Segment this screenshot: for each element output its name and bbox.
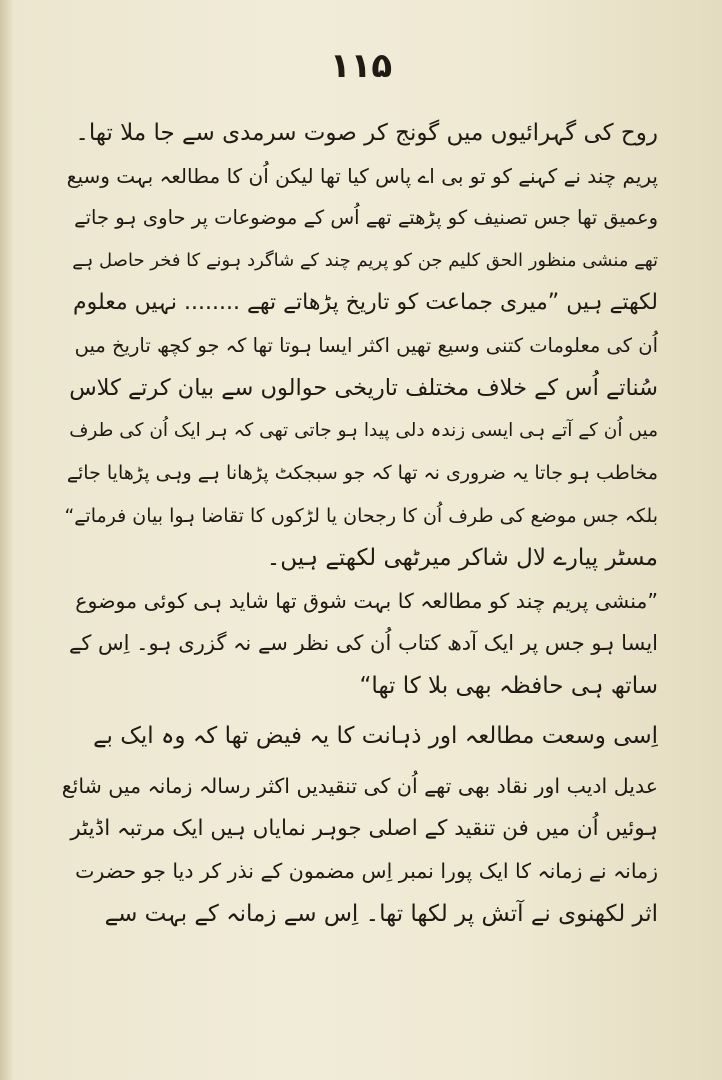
text-line: پریم چند نے کہنے کو تو بی اے پاس کیا تھا لیکن اُن کا مطالعہ بہت وسیع [66, 163, 658, 188]
text-line: ساتھ ہی حافظہ بھی بلا کا تھا“ [359, 672, 658, 699]
text-line: سُناتے اُس کے خلاف مختلف تاریخی حوالوں سے بیان کرتے کلاس [69, 375, 658, 401]
page-number: ۱۱۵ [329, 46, 393, 86]
text-line: ایسا ہو جس پر ایک آدھ کتاب اُن کی نظر سے نہ گزری ہو۔ اِس کے [69, 631, 658, 655]
text-line: میں اُن کے آتے ہی ایسی زندہ دلی پیدا ہو جاتی تھی کہ ہر ایک اُن کی طرف [69, 419, 658, 441]
text-line: عدیل ادیب اور نقاد بھی تھے اُن کی تنقیدیں اکثر رسالہ زمانہ میں شائع [62, 774, 658, 798]
text-line: ہوئیں اُن میں فن تنقید کے اصلی جوہر نمایاں ہیں ایک مرتبہ اڈیٹر [70, 815, 658, 841]
text-line: مسٹر پیارے لال شاکر میرٹھی لکھتے ہیں۔ [266, 545, 658, 571]
text-line: وعمیق تھا جس تصنیف کو پڑھتے تھے اُس کے موضوعات پر حاوی ہو جاتے [74, 206, 658, 229]
text-line: اثر لکھنوی نے آتش پر لکھا تھا۔ اِس سے زمانہ کے بہت سے [104, 900, 658, 927]
text-line: اُن کی معلومات کتنی وسیع تھیں اکثر ایسا ہوتا تھا کہ جو کچھ تاریخ میں [74, 333, 658, 357]
text-line: ”منشی پریم چند کو مطالعہ کا بہت شوق تھا شاید ہی کوئی موضوع [75, 588, 658, 613]
text-line: تھے منشی منظور الحق کلیم جن کو پریم چند کے شاگرد ہونے کا فخر حاصل ہے [72, 249, 658, 271]
text-line: اِسی وسعت مطالعہ اور ذہانت کا یہ فیض تھا کہ وہ ایک بے [93, 723, 658, 749]
text-line: لکھتے ہیں ”میری جماعت کو تاریخ پڑھاتے تھے ........ نہیں معلوم [72, 290, 658, 315]
text-line: زمانہ نے زمانہ کا ایک پورا نمبر اِس مضمون کے نذر کر دیا جو حضرت [75, 859, 658, 883]
body-text [62, 112, 658, 935]
text-line: روح کی گہرائیوں میں گونج کر صوت سرمدی سے جا ملا تھا۔ [75, 120, 658, 146]
text-line: مخاطب ہو جاتا یہ ضروری نہ تھا کہ جو سبجکٹ پڑھانا ہے وہی پڑھایا جائے [66, 462, 658, 484]
text-line: بلکہ جس موضع کی طرف اُن کا رجحان یا لڑکوں کا تقاضا ہوا بیان فرماتے“ [64, 504, 658, 527]
